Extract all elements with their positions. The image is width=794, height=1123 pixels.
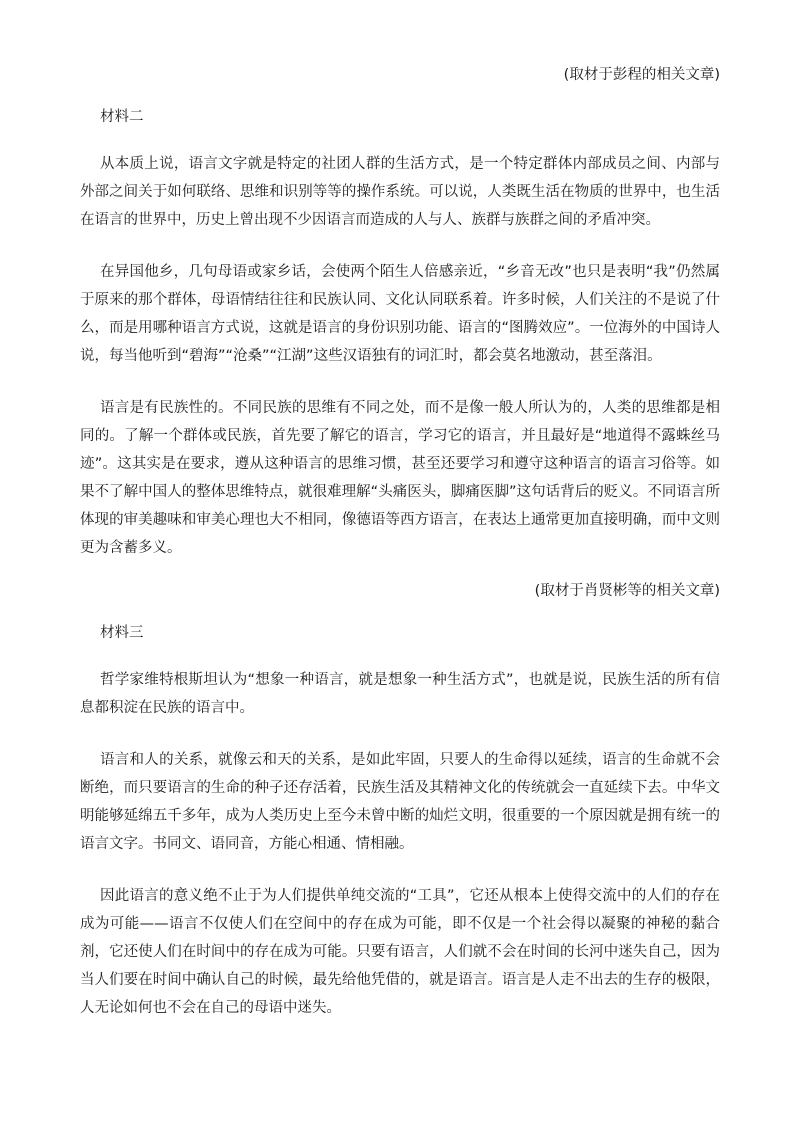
document-page [80,62,720,1022]
paragraph: 从本质上说，语言文字就是特定的社团人群的生活方式，是一个特定群体内部成员之间、内部与外部之间关于如何联络、思维和识别等等的操作系统。可以说，人类既生活在物质的世界中，也生活在语言的世界中，历史上曾出现不少因语言而造成的人与人、族群与族群之间的矛盾冲突。 [80,156,720,228]
paragraph: 哲学家维特根斯坦认为“想象一种语言，就是想象一种生活方式”，也就是说，民族生活的所有信息都积淀在民族的语言中。 [80,672,720,716]
paragraph: 语言是有民族性的。不同民族的思维有不同之处，而不是像一般人所认为的，人类的思维都是相同的。了解一个群体或民族，首先要了解它的语言，学习它的语言，并且最好是“地道得不露蛛丝马迹”。这其实是在要求，遵从这种语言的思维习惯，甚至还要学习和遵守这种语言的语言习俗等。如果不了解中国人的整体思维特点，就很难理解“头痛医头，脚痛医脚”这句话背后的贬义。不同语言所体现的审美趣味和审美心理也大不相同，像德语等西方语言，在表达上通常更加直接明确，而中文则更为含蓄多义。 [80,400,720,556]
source-citation-2: (取材于肖贤彬等的相关文章) [534,583,720,599]
section-heading-material-2: 材料二 [100,109,144,125]
section-heading-material-3: 材料三 [100,625,144,641]
source-citation-1: (取材于彭程的相关文章) [563,67,720,83]
paragraph: 因此语言的意义绝不止于为人们提供单纯交流的“工具”，它还从根本上使得交流中的人们的存在成为可能——语言不仅使人们在空间中的存在成为可能，即不仅是一个社会得以凝聚的神秘的黏合剂，它还使人们在时间中的存在成为可能。只要有语言，人们就不会在时间的长河中迷失自己，因为当人们要在时间中确认自己的时候，最先给他凭借的，就是语言。语言是人走不出去的生存的极限，人无论如何也不会在自己的母语中迷失。 [80,888,720,1016]
paragraph: 在异国他乡，几句母语或家乡话，会使两个陌生人倍感亲近，“乡音无改”也只是表明“我”仍然属于原来的那个群体，母语情结往往和民族认同、文化认同联系着。许多时候，人们关注的不是说了什么，而是用哪种语言方式说，这就是语言的身份识别功能、语言的“图腾效应”。一位海外的中国诗人说，每当他听到“碧海”“沧桑”“江湖”这些汉语独有的词汇时，都会莫名地激动，甚至落泪。 [80,264,720,364]
paragraph: 语言和人的关系，就像云和天的关系，是如此牢固，只要人的生命得以延续，语言的生命就不会断绝，而只要语言的生命的种子还存活着，民族生活及其精神文化的传统就会一直延续下去。中华文明能够延绵五千多年，成为人类历史上至今未曾中断的灿烂文明，很重要的一个原因就是拥有统一的语言文字。书同文、语同音，方能心相通、情相融。 [80,752,720,852]
